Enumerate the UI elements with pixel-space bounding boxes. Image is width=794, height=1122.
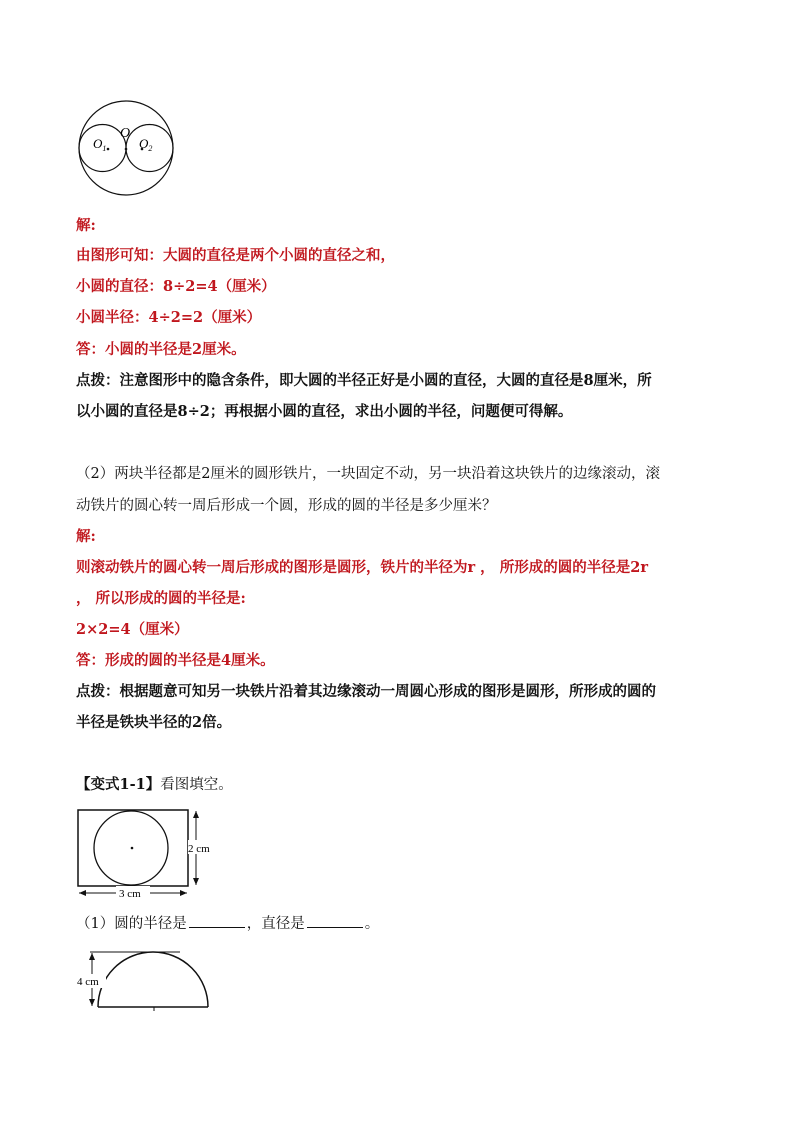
radius-blank[interactable] [189,913,245,928]
circle-center-dot [131,847,134,850]
height-arrow-top [193,811,199,818]
variant-title: 【变式1-1】 [76,776,161,793]
solution1-line3: 小圆半径：4÷2=2（厘米） [76,309,262,326]
variant-q1-prefix: （1）圆的半径是 [76,916,187,932]
semicircle [98,952,208,1007]
solution2-line2: ， 所以形成的圆的半径是: [76,590,246,607]
variant-q1 [76,913,379,934]
width-arrow-right [180,890,187,896]
two-circles-figure [76,98,176,198]
variant-heading [76,775,233,795]
center-dot-o [125,148,128,151]
solution2-line1: 则滚动铁片的圆心转一周后形成的图形是圆形，铁片的半径为r ， 所形成的圆的半径是2r [76,559,648,576]
variant-q1-mid: ，直径是 [246,916,305,932]
solution2-line3: 2×2=4（厘米） [76,621,189,638]
semicircle-height-label: 4 cm [77,976,99,988]
solution2-tip-line2: 半径是铁块半径的2倍。 [76,714,232,731]
width-label: 3 cm [119,888,141,900]
solution1-jie: 解: [76,217,96,234]
variant-title-rest: 看图填空。 [160,777,233,793]
solution1-line1: 由图形可知：大圆的直径是两个小圆的直径之和， [76,247,395,264]
variant-q1-end: 。 [364,916,380,932]
diameter-blank[interactable] [307,913,363,928]
solution1-tip-line1: 点拨：注意图形中的隐含条件，即大圆的半径正好是小圆的直径，大圆的直径是8厘米，所 [76,372,652,389]
solution1-tip-line2: 以小圆的直径是8÷2；再根据小圆的直径，求出小圆的半径，问题便可得解。 [76,403,573,420]
solution2-answer: 答：形成的圆的半径是4厘米。 [76,652,275,669]
label-o2: $O_2$ [139,136,153,153]
height-arrow-bottom [193,878,199,885]
solution2-jie: 解: [76,528,96,545]
label-o: O [120,126,131,141]
question2-line2: 动铁片的圆心转一周后形成一个圆，形成的圆的半径是多少厘米？ [76,498,497,514]
semicircle-arrow-bottom [89,999,95,1006]
solution1-answer: 答：小圆的半径是2厘米。 [76,341,246,358]
semicircle-arrow-top [89,953,95,960]
label-o1: $O_1$ [93,136,107,153]
width-arrow-left [79,890,86,896]
question2-line1: （2）两块半径都是2厘米的圆形铁片，一块固定不动，另一块沿着这块铁片的边缘滚动，滚 [76,466,660,482]
solution1-line2: 小圆的直径：8÷2=4（厘米） [76,278,276,295]
center-dot-o1 [107,148,110,151]
solution2-tip-line1: 点拨：根据题意可知另一块铁片沿着其边缘滚动一周圆心形成的图形是圆形，所形成的圆的 [76,683,656,700]
semicircle-figure [76,944,216,1014]
circle-in-rectangle-figure [76,808,226,900]
height-label: 2 cm [188,843,210,855]
